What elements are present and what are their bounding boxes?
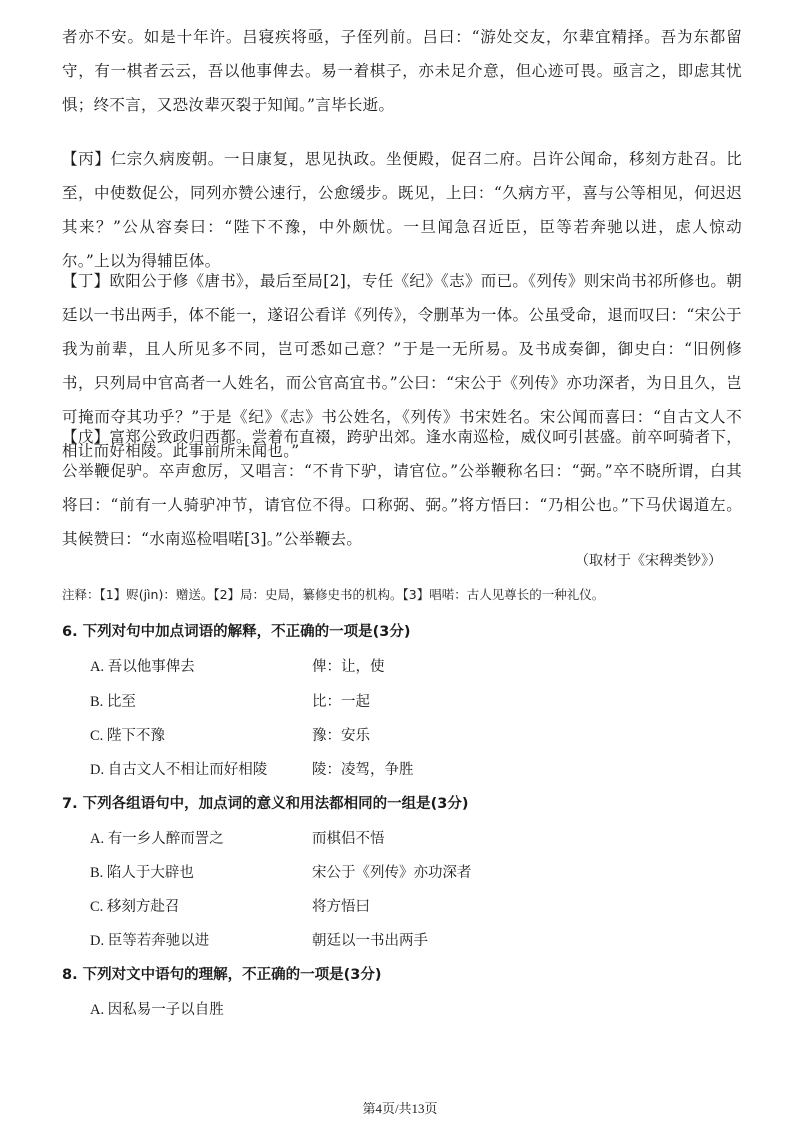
question-6-stem: 6. 下列对句中加点词语的解释，不正确的一项是(3分) [62, 624, 411, 640]
passage-paragraph-bing: 【丙】仁宗久病废朝。一日康复，思见执政。坐便殿，促召二府。吕许公闻命，移刻方赴召。比至，中使数促公，同列亦赞公速行，公愈缓步。既见，上曰：“久病方平，喜与公等相见，何迟迟其来？”公从容奏曰：“陛下不豫，中外颇忧。一旦闻急召近臣，臣等若奔驰以进，虑人惊动尔。”上以为得辅臣体。 [62, 150, 742, 270]
passage-paragraph-1: 者亦不安。如是十年许。吕寝疾将亟，子侄列前。吕曰：“游处交友，尔辈宜精择。吾为东都留守，有一棋者云云，吾以他事俾去。易一着棋子，亦未足介意，但心迹可畏。亟言之，即虑其忧惧；终不言，又恐汝辈灭裂于知闻。”言毕长逝。 [62, 28, 742, 114]
question-6-option-d: D. 自古文人不相让而好相陵 [90, 762, 268, 778]
question-7-option-a: A. 有一乡人醉而詈之 [90, 831, 224, 847]
question-7-option-c: C. 移刻方赴召 [90, 899, 180, 915]
passage-paragraph-ding: 【丁】欧阳公于修《唐书》，最后至局[2]，专任《纪》《志》而已。《列传》则宋尚书祁所修也。朝廷以一书出两手，体不能一，遂诏公看详《列传》，令删革为一体。公虽受命，退而叹曰：“宋公于我为前辈，且人所见多不同，岂可悉如己意？”于是一无所易。及书成奏御，御史白：“旧例修书，只列局中官高者一人姓名，而公官高宜书。”公曰：“宋公于《列传》亦功深者，为日且久，岂可掩而夺其功乎？”于是《纪》《志》书公姓名，《列传》书宋姓名。宋公闻而喜曰：“自古文人不相让而好相陵。此事前所未闻也。” [62, 272, 742, 460]
question-6-option-b: B. 比至 [90, 694, 136, 710]
question-6-option-a-gloss: 俾：让，使 [312, 659, 385, 675]
question-6-option-a: A. 吾以他事俾去 [90, 659, 195, 675]
question-7-option-c-pair: 将方悟曰 [312, 899, 370, 915]
question-6-option-c: C. 陛下不豫 [90, 728, 165, 744]
question-6-option-c-gloss: 豫：安乐 [312, 728, 370, 744]
question-6-option-d-gloss: 陵：凌驾，争胜 [312, 762, 414, 778]
passage-paragraph-wu: 【戊】富郑公致政归西都。尝着布直裰，跨驴出郊。逢水南巡检，威仪呵引甚盛。前卒呵骑者下，公举鞭促驴。卒声愈厉，又唱言：“不肯下驴，请官位。”公举鞭称名曰：“弼。”卒不晓所谓，白其将曰：“前有一人骑驴冲节，请官位不得。口称弼、弼。”将方悟曰：“乃相公也。”下马伏谒道左。其候赞曰：“水南巡检唱喏[3]。”公举鞭去。 [62, 428, 742, 548]
question-7-stem: 7. 下列各组语句中，加点词的意义和用法都相同的一组是(3分) [62, 796, 469, 812]
annotations: 注释：【1】赆(jìn)：赠送。【2】局：史局，纂修史书的机构。【3】唱喏：古人见尊长的一种礼仪。 [62, 587, 605, 602]
page-number: 第4页/共13页 [362, 1101, 438, 1116]
question-7-option-b: B. 陷人于大辟也 [90, 865, 194, 881]
question-8-option-a: A. 因私易一子以自胜 [90, 1002, 224, 1018]
question-7-option-d: D. 臣等若奔驰以进 [90, 933, 210, 949]
question-7-option-a-pair: 而棋侣不悟 [312, 831, 385, 847]
question-7-option-b-pair: 宋公于《列传》亦功深者 [312, 865, 472, 881]
question-8-stem: 8. 下列对文中语句的理解，不正确的一项是(3分) [62, 967, 382, 983]
question-6-option-b-gloss: 比：一起 [312, 694, 370, 710]
question-7-option-d-pair: 朝廷以一书出两手 [312, 933, 428, 949]
source-citation: （取材于《宋稗类钞》） [575, 553, 722, 569]
